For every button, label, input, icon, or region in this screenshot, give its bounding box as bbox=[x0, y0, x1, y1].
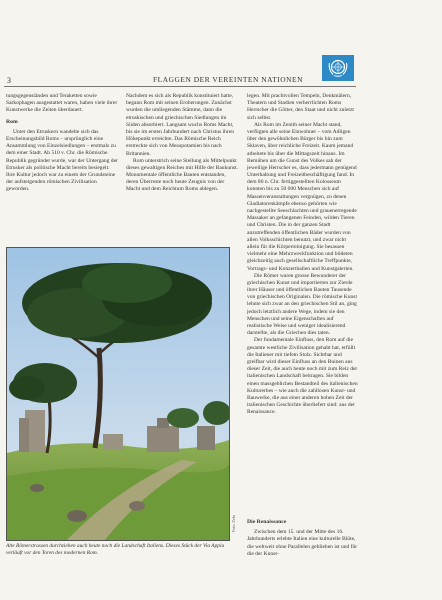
un-emblem-icon bbox=[322, 55, 354, 81]
text-column-3 bbox=[247, 93, 359, 416]
paragraph: Rom unterstrich seine Stellung als Mittelpunkt dieses gewaltigen Reiches mit Hilfe der Baukunst. Monumentale öffentliche Bauten entstanden, deren Überreste noch heute Zeugnis von der Macht und dem Reichtum Roms ablegen. bbox=[126, 157, 238, 193]
page-header bbox=[0, 0, 442, 92]
un-emblem-graphic bbox=[325, 57, 351, 79]
paragraph: tungsgegenständen und Teraketten sowie Sarkophagen ausgestattet waren, haben viele ihrer Kunstwerke die Zeiten überdauert. bbox=[6, 93, 118, 114]
roman-road-photo bbox=[6, 247, 230, 541]
text-column-1 bbox=[6, 93, 118, 193]
landscape-illustration bbox=[7, 248, 229, 540]
text-column-3-renaissance bbox=[247, 515, 359, 558]
photo-caption: Alte Römerstrassen durchziehen auch heute noch die Landschaft Italiens. Dieses Stück der Via Appia verläuft vor den Toren des modernen Rom. bbox=[6, 543, 225, 556]
paragraph: Der fundamentale Einfluss, den Rom auf die gesamte westliche Zivilisation gehabt hat, erfüllt die Italiener mit tiefem Stolz. Sichtbar und greifbar wird dieser Einfluss an den Ruinen aus dieser Zeit, die auch heute noch mit zum Reiz der italienischen Landschaft beitragen. Sie bilden einen massgeblichen Bestandteil des italienischen Kulturerbes – wie auch die zahllosen Kunst- und Bauwerke, die aus einer anderen hohen Zeit der italienischen Geschichte überliefert sind: aus der Renaissance. bbox=[247, 337, 358, 416]
paragraph: Die Römer waren grosse Bewunderer der griechischen Kunst und importierten zur Zierde ihrer Häuser und öffentlichen Bauten Tausende von griechischen Originalen. Die römische Kunst lehnte sich zwar an den griechischen Stil an, ging jedoch letztlich andere Wege, indem sie den Menschen und seine Eigenschaften auf realistische Weise und weniger idealisierend darstellte, als die Griechen dies taten. bbox=[247, 272, 357, 337]
header-rule bbox=[4, 86, 356, 87]
page-title: FLAGGEN DER VEREINTEN NATIONEN bbox=[153, 75, 303, 84]
paragraph: Unter den Etruskern wandelte sich das Erscheinungsbild Roms – ursprünglich eine Ansammlung von Einzelsiedlungen – erstmals zu dem einer Stadt. Ab 510 v. Chr. die Römische Republik gegründet wurde, war der Untergang der Etrusker als politische Macht bereits besiegelt. Ihre Kultur jedoch war zu einem der Grundsteine der aufsteigenden römischen Zivilisation geworden. bbox=[6, 128, 118, 193]
photo-credit: Foto: Zefa bbox=[231, 515, 236, 532]
section-heading-renaissance: Die Renaissance bbox=[247, 519, 287, 525]
section-heading-rom: Rom bbox=[6, 118, 18, 125]
paragraph: Nachdem es sich als Republik konstituiert hatte, begann Rom mit seinen Eroberungen. Zunächst wurden die umliegenden Stämme, dann die etruskischen und griechischen Siedlungen im Süden absorbiert. Langsam wuchs Roms Macht, bis sie im ersten Jahrhundert nach Christus ihren Höhepunkt erreichte. Das Römische Reich erstreckte sich von Mesopotamien bis nach Britannien. bbox=[126, 93, 234, 157]
paragraph: legen. Mit prachtvollen Tempeln, Denkmälern, Theatern und Stadien verherrlichten Roms Herrscher die Götter, den Staat und nicht zuletzt sich selbst. bbox=[247, 93, 354, 121]
paragraph: Als Rom im Zenith seiner Macht stand, verfügten alle seine Einwohner – vom Adligen über den gewöhnlichen Bürger bis hin zum Sklaven, über reichliche Freizeit. Kaum jemand arbeitete bis über die Mittagszeit hinaus. Im Bemühen um die Gunst des Volkes sah der jeweilige Herrscher es, dass jedermann genügend Unterhaltung und Freizeitbeschäftigung fand. In dem 80 n. Chr. fertiggestellten Kolosseum konnten bis zu 50 000 Menschen sich auf Massenveranstaltungen vergnügen, zu denen Gladiatorenkämpfe ebenso gehörten wie nachgestellte Seeschlachten und grauenerregende Massaker an gefangenen Feinden, wilden Tieren und Christen. Die in der ganzen Stadt anzutreffenden öffentlichen Bäder wurden von allen Volksschichten benutzt, und zwar nicht allein für die Körperreinigung. Sie besassen vielmehr eine Mehrzweckfunktion und bildeten gleichzeitig auch gesellschaftliche Treffpunkte, Vortrags- und Konzerthallen und Kunstgalerien. bbox=[247, 121, 357, 272]
paragraph: Zwischen dem 15. und der Mitte des 16. Jahrhunderts erlebte Italien eine kulturelle Blüte, die weltweit ohne Parallelen geblieben ist und für die der Kunst- bbox=[247, 529, 358, 557]
page-number: 3 bbox=[7, 76, 11, 85]
text-column-2 bbox=[126, 93, 238, 194]
